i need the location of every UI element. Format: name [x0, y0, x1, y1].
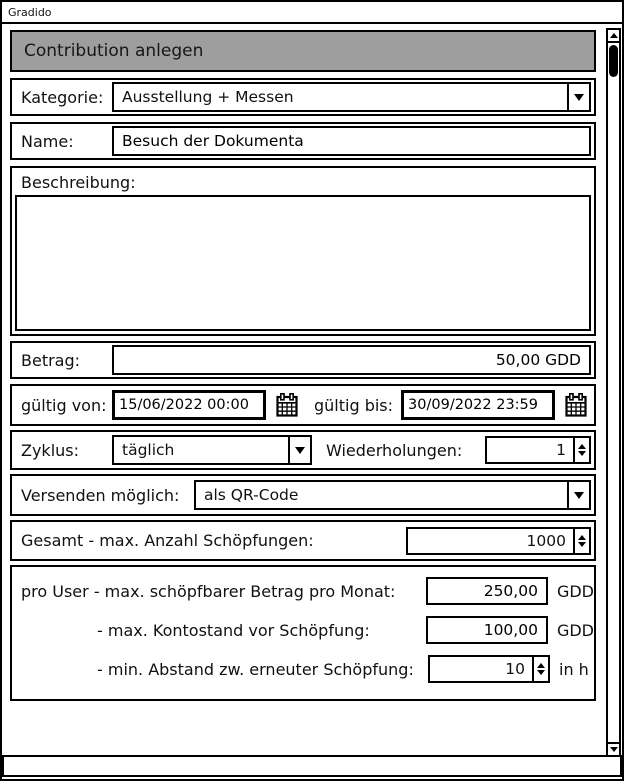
spinner-down-icon [578, 451, 586, 456]
zyklus-label: Zyklus: [21, 440, 80, 460]
window-title: Gradido [8, 6, 52, 19]
status-bar [2, 755, 622, 777]
pro-user-kontostand-input[interactable] [426, 616, 548, 644]
kategorie-row [10, 78, 596, 116]
vertical-scrollbar[interactable] [606, 28, 621, 757]
spinner-up-icon [578, 444, 586, 449]
gesamt-label: Gesamt - max. Anzahl Schöpfungen: [21, 531, 314, 550]
zyklus-dropdown-button[interactable] [288, 437, 310, 463]
gueltig-bis-input[interactable] [401, 390, 555, 420]
pro-user-abstand-label: - min. Abstand zw. erneuter Schöpfung: [97, 659, 414, 679]
betrag-label: Betrag: [21, 350, 81, 370]
pro-user-kontostand-label: - max. Kontostand vor Schöpfung: [97, 620, 370, 640]
kategorie-select[interactable] [112, 82, 591, 112]
wiederholungen-spin-buttons[interactable] [573, 438, 589, 462]
spinner-down-icon [578, 542, 586, 547]
gesamt-row [10, 520, 596, 561]
pro-user-abstand-spin-buttons[interactable] [532, 657, 548, 681]
beschreibung-row [10, 166, 596, 336]
kategorie-selected-value: Ausstellung + Messen [122, 88, 294, 106]
wiederholungen-stepper[interactable] [485, 436, 591, 464]
betrag-input[interactable] [112, 345, 591, 375]
triangle-up-icon [610, 33, 618, 38]
versenden-label: Versenden möglich: [21, 485, 180, 505]
chevron-down-icon [574, 94, 584, 101]
calendar-icon [276, 393, 298, 417]
spinner-up-icon [578, 535, 586, 540]
kategorie-label: Kategorie: [21, 87, 104, 107]
beschreibung-label: Beschreibung: [21, 173, 136, 192]
window-titlebar[interactable] [2, 2, 622, 24]
pro-user-betrag-unit: GDD [556, 581, 594, 601]
pro-user-box [10, 565, 596, 701]
betrag-row [10, 341, 596, 379]
zyklus-selected-value: täglich [122, 441, 175, 459]
pro-user-abstand-unit: in h [559, 659, 589, 679]
pro-user-betrag-input[interactable] [426, 577, 548, 605]
pro-user-abstand-stepper[interactable] [428, 655, 550, 683]
gueltig-von-calendar-button[interactable] [274, 392, 300, 418]
name-row [10, 122, 596, 160]
scrollbar-up-button[interactable] [608, 30, 619, 43]
form-header [10, 30, 596, 72]
versenden-select[interactable] [194, 480, 591, 510]
triangle-down-icon [610, 747, 618, 752]
form-header-label: Contribution anlegen [24, 41, 204, 61]
spinner-down-icon [537, 670, 545, 675]
gueltig-von-input[interactable] [112, 390, 266, 420]
gueltig-bis-calendar-button[interactable] [563, 392, 589, 418]
pro-user-kontostand-unit: GDD [556, 620, 594, 640]
gesamt-spin-buttons[interactable] [573, 529, 589, 553]
gesamt-value: 1000 [526, 531, 566, 550]
wiederholungen-value: 1 [556, 441, 566, 459]
name-label: Name: [21, 131, 74, 151]
pro-user-betrag-label: pro User - max. schöpfbarer Betrag pro Monat: [21, 581, 396, 601]
chevron-down-icon [295, 447, 305, 454]
zyklus-row [10, 430, 596, 470]
chevron-down-icon [574, 492, 584, 499]
wiederholungen-label: Wiederholungen: [326, 440, 463, 460]
calendar-icon [565, 393, 587, 417]
versenden-selected-value: als QR-Code [204, 486, 299, 504]
scrollbar-thumb[interactable] [609, 45, 618, 77]
pro-user-row-kontostand [12, 613, 594, 647]
kategorie-dropdown-button[interactable] [567, 84, 589, 110]
pro-user-abstand-value: 10 [505, 660, 525, 678]
versenden-row [10, 474, 596, 516]
name-input[interactable] [112, 126, 591, 156]
zyklus-select[interactable] [112, 435, 312, 465]
scrollbar-track[interactable] [608, 79, 619, 742]
gesamt-stepper[interactable] [406, 527, 591, 555]
pro-user-row-abstand [12, 652, 594, 686]
beschreibung-textarea[interactable] [15, 195, 591, 331]
gueltig-von-label: gültig von: [21, 395, 107, 415]
spinner-up-icon [537, 663, 545, 668]
gueltig-bis-label: gültig bis: [314, 395, 394, 415]
versenden-dropdown-button[interactable] [567, 482, 589, 508]
pro-user-row-betrag [12, 574, 594, 608]
scrollbar-down-button[interactable] [608, 742, 619, 755]
gueltig-row [10, 384, 596, 426]
